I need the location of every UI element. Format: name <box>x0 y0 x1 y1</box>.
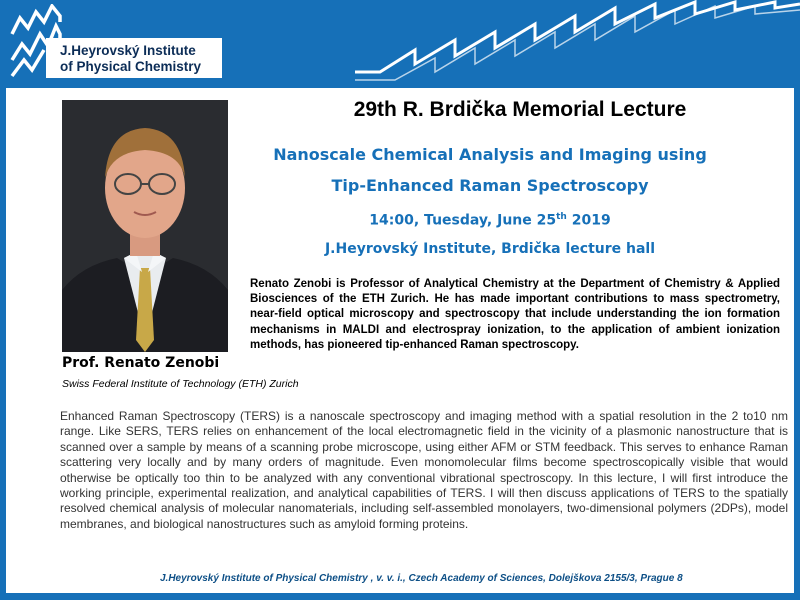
logo-text <box>60 43 201 75</box>
talk-title-line-1: Nanoscale Chemical Analysis and Imaging using <box>273 145 707 164</box>
date-ordinal-suffix: th <box>556 212 567 222</box>
speaker-name: Prof. Renato Zenobi <box>62 355 220 371</box>
institute-logo[interactable] <box>10 4 222 80</box>
venue: J.Heyrovský Institute, Brdička lecture hall <box>324 241 656 257</box>
left-border-stripe <box>0 88 6 600</box>
date-year: 2019 <box>571 212 611 229</box>
date-time-text: 14:00, Tuesday, June 25 <box>369 212 557 229</box>
logo-line-1: J.Heyrovský Institute <box>60 43 196 58</box>
speaker-affiliation: Swiss Federal Institute of Technology (ETH) Zurich <box>62 378 299 390</box>
bottom-border-stripe <box>0 593 800 600</box>
lecture-abstract: Enhanced Raman Spectroscopy (TERS) is a nanoscale spectroscopy and imaging method with a spatial resolution in the 2 to10 nm range. Like SERS, TERS relies on enhancement of the local electromagnetic field in the vicinity of a plasmonic nanostructure that is scanned over a sample by means of a scanning probe microscope, using either AFM or STM feedback. This serves to enhance Raman scattering very locally and by many orders of magnitude. Even monomolecular films become spectroscopically visible that would otherwise be optically too thin to be analyzed with any conventional vibrational spectroscopy. In this lecture, I will first introduce the working principle, experimental realization, and analytical capabilities of TERS. I will then discuss applications of TERS to the spatially resolved chemical analysis of molecular nanomaterials, including self-assembled monolayers, two-dimensional polymers (2DPs), model membranes, and biological nanostructures such as amyloid forming proteins. <box>60 409 788 531</box>
footer-address: J.Heyrovský Institute of Physical Chemistry , v. v. i., Czech Academy of Sciences, Dolejškova 2155/3, Prague 8 <box>160 573 683 584</box>
right-border-stripe <box>794 88 800 600</box>
logo-line-2: of Physical Chemistry <box>60 59 202 74</box>
date-time <box>250 212 730 229</box>
zigzag-decoration <box>355 0 800 88</box>
speaker-photo <box>62 100 228 352</box>
talk-title <box>240 139 740 201</box>
speaker-portrait-image <box>62 100 228 352</box>
talk-title-line-2: Tip-Enhanced Raman Spectroscopy <box>331 176 649 195</box>
speaker-bio: Renato Zenobi is Professor of Analytical Chemistry at the Department of Chemistry & Applied Biosciences of the ETH Zurich. He has made important contributions to mass spectrometry, near-field optical microscopy and spectroscopy that include understanding the ion formation mechanisms in MALDI and electrospray ionization, to the application of ambient ionization methods, has pioneered tip-enhanced Raman spectroscopy. <box>250 278 780 351</box>
lecture-title: 29th R. Brdička Memorial Lecture <box>353 98 687 121</box>
